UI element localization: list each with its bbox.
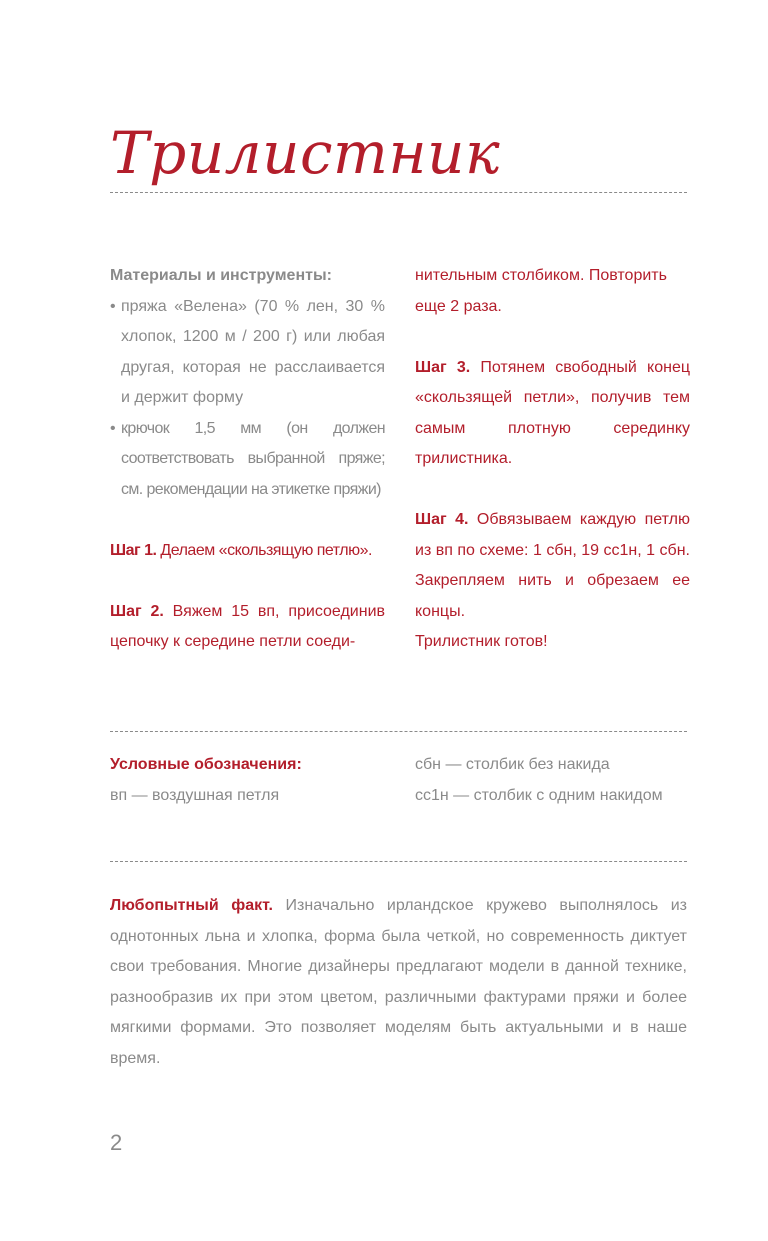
step-label: Шаг 1. [110, 541, 157, 559]
fact-divider [110, 861, 687, 862]
page-title: Трилистник [110, 119, 501, 187]
title-divider [110, 192, 687, 193]
step-text: Делаем «скользящую петлю». [160, 541, 372, 559]
materials-item-text: пряжа «Велена» (70 % лен, 30 % хлопок, 1200 м / 200 г) или любая другая, которая не расслаивается и держит форму [121, 297, 385, 406]
fact-text: Изначально ирландское кружево выполнялось из однотонных льна и хлопка, форма была четкой, но современность диктует свои требования. Многие дизайнеры предлагают модели в данной технике, разнообразив их при этом цветом, различными фактурами пряжи и более мягкими формами. Это позволяет моделям быть актуальными и в наше время. [110, 897, 687, 1067]
left-column [110, 261, 385, 658]
fun-fact [110, 891, 687, 1074]
materials-item [110, 414, 385, 506]
bullet-icon: • [110, 297, 116, 315]
finale-text: Трилистник готов! [415, 633, 548, 650]
step-label: Шаг 4. [415, 511, 469, 528]
step-text-part: Вяжем 15 вп, присоединив цепочку к середине петли соеди- [110, 602, 386, 650]
page-number: 2 [110, 1130, 123, 1155]
legend-item: сбн — столбик без накида [415, 756, 610, 773]
step-text: Обвязываем каждую петлю из вп по схеме: 1 сбн, 19 сс1н, 1 сбн. Закрепляем нить и обрезаем ее концы. [415, 511, 690, 620]
step-3 [415, 353, 690, 475]
bullet-icon: • [110, 419, 116, 437]
legend-left [110, 750, 400, 811]
step-1 [110, 536, 385, 567]
fact-label: Любопытный факт. [110, 897, 273, 914]
materials-item [110, 292, 385, 414]
step-label: Шаг 3. [415, 358, 471, 376]
legend-item: вп — воздушная петля [110, 786, 280, 804]
right-column [415, 261, 690, 658]
step-2-continuation: нительным столбиком. Повторить еще 2 раза. [415, 267, 667, 315]
materials-heading: Материалы и инструменты: [110, 267, 332, 284]
legend-right [415, 750, 695, 811]
step-text: Потянем свободный конец «скользящей петли», получив тем самым плотную серединку трилистника. [415, 358, 690, 467]
step-4 [415, 505, 690, 627]
legend-heading: Условные обозначения: [110, 756, 302, 773]
legend-item: сс1н — столбик с одним накидом [415, 786, 663, 804]
legend-divider [110, 731, 687, 732]
materials-item-text: крючок 1,5 мм (он должен соответствовать выбранной пряже; см. рекомендации на этикетке пряжи) [121, 419, 385, 498]
step-label: Шаг 2. [110, 602, 164, 620]
step-2 [110, 597, 385, 658]
